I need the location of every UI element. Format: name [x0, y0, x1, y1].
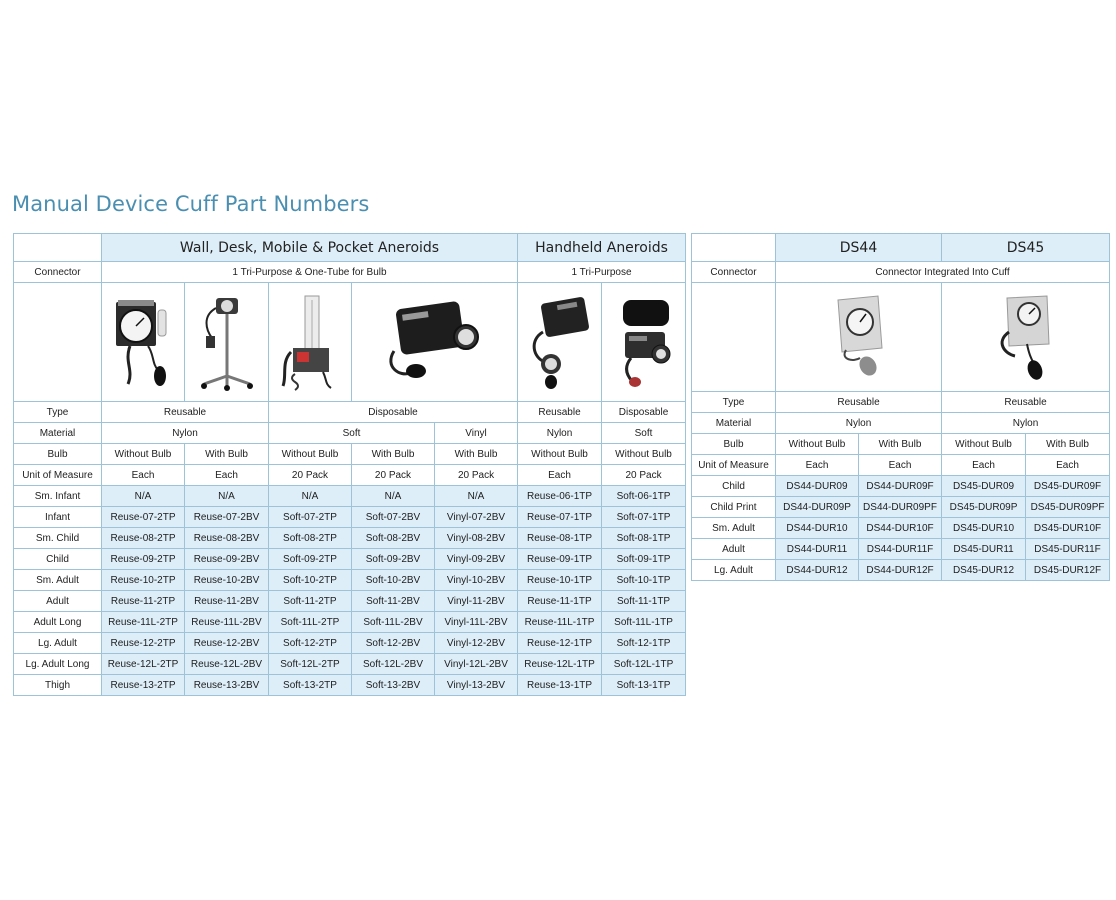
bulb-value: Without Bulb — [776, 434, 859, 455]
part-number-cell: DS45-DUR09P — [942, 497, 1026, 518]
aneroid-cuff-table — [13, 233, 686, 696]
part-number-cell: Reuse-13-1TP — [518, 675, 602, 696]
corner-cell — [14, 234, 102, 262]
handheld-aneroid-icon — [525, 292, 595, 392]
part-number-cell: Soft-12L-2BV — [352, 654, 435, 675]
part-number-cell: Soft-07-2BV — [352, 507, 435, 528]
material-value: Nylon — [776, 413, 942, 434]
part-number-cell: Soft-13-1TP — [602, 675, 686, 696]
size-label: Sm. Adult — [692, 518, 776, 539]
part-number-cell: Reuse-11-1TP — [518, 591, 602, 612]
row-label: Type — [14, 402, 102, 423]
type-value: Disposable — [602, 402, 686, 423]
part-number-cell: Reuse-08-2TP — [102, 528, 185, 549]
part-number-cell: DS44-DUR10F — [859, 518, 942, 539]
part-number-cell: Reuse-13-2BV — [185, 675, 269, 696]
part-number-cell: DS44-DUR09PF — [859, 497, 942, 518]
size-label: Adult — [692, 539, 776, 560]
part-number-cell: DS44-DUR10 — [776, 518, 859, 539]
part-number-cell: Vinyl-13-2BV — [435, 675, 518, 696]
part-number-cell: DS44-DUR09F — [859, 476, 942, 497]
size-label: Child — [692, 476, 776, 497]
part-number-cell: Soft-11L-2TP — [269, 612, 352, 633]
connector-value: Connector Integrated Into Cuff — [776, 262, 1110, 283]
part-number-cell: DS44-DUR09P — [776, 497, 859, 518]
row-label: Unit of Measure — [14, 465, 102, 486]
type-value: Reusable — [518, 402, 602, 423]
part-number-cell: DS45-DUR09 — [942, 476, 1026, 497]
size-label: Infant — [14, 507, 102, 528]
table-row — [692, 497, 1110, 518]
uom-value: Each — [942, 455, 1026, 476]
type-value: Reusable — [942, 392, 1110, 413]
part-number-cell: Reuse-13-2TP — [102, 675, 185, 696]
part-number-cell: Soft-09-2BV — [352, 549, 435, 570]
part-number-cell: Reuse-10-1TP — [518, 570, 602, 591]
part-number-cell: Reuse-10-2TP — [102, 570, 185, 591]
part-number-cell: Soft-06-1TP — [602, 486, 686, 507]
part-number-cell: Vinyl-07-2BV — [435, 507, 518, 528]
connector-value: 1 Tri-Purpose — [518, 262, 686, 283]
handheld-aneroid-case-icon — [609, 292, 679, 392]
bulb-value: With Bulb — [352, 444, 435, 465]
part-number-cell: DS45-DUR12 — [942, 560, 1026, 581]
part-number-cell: Reuse-07-2TP — [102, 507, 185, 528]
part-number-cell: Soft-11-2TP — [269, 591, 352, 612]
bulb-value: Without Bulb — [942, 434, 1026, 455]
part-number-cell: Reuse-12L-1TP — [518, 654, 602, 675]
table-row — [14, 654, 686, 675]
part-number-cell: Reuse-11L-2TP — [102, 612, 185, 633]
part-number-cell: Soft-12-2TP — [269, 633, 352, 654]
part-number-cell: Soft-12L-1TP — [602, 654, 686, 675]
table-row — [14, 528, 686, 549]
table-row — [14, 549, 686, 570]
row-label: Bulb — [692, 434, 776, 455]
size-label: Child Print — [692, 497, 776, 518]
part-number-cell: Reuse-12L-2BV — [185, 654, 269, 675]
part-number-cell: DS45-DUR10 — [942, 518, 1026, 539]
size-label: Sm. Adult — [14, 570, 102, 591]
part-number-cell: DS45-DUR09F — [1026, 476, 1110, 497]
table-row — [692, 476, 1110, 497]
row-label: Material — [14, 423, 102, 444]
uom-value: 20 Pack — [352, 465, 435, 486]
t2-part-rows — [692, 476, 1110, 581]
size-label: Sm. Child — [14, 528, 102, 549]
table-row — [14, 612, 686, 633]
part-number-cell: Reuse-09-2BV — [185, 549, 269, 570]
type-value: Disposable — [269, 402, 518, 423]
bulb-value: Without Bulb — [602, 444, 686, 465]
part-number-cell: Soft-10-2TP — [269, 570, 352, 591]
group-header: DS44 — [776, 234, 942, 262]
part-number-cell: Reuse-12L-2TP — [102, 654, 185, 675]
part-number-cell: DS44-DUR11F — [859, 539, 942, 560]
part-number-cell: Vinyl-10-2BV — [435, 570, 518, 591]
part-number-cell: Vinyl-08-2BV — [435, 528, 518, 549]
uom-value: Each — [776, 455, 859, 476]
part-number-cell: Soft-11-2BV — [352, 591, 435, 612]
image-label-cell — [692, 283, 776, 392]
bulb-value: Without Bulb — [102, 444, 185, 465]
part-number-cell: Soft-13-2TP — [269, 675, 352, 696]
size-label: Lg. Adult Long — [14, 654, 102, 675]
table-row — [14, 507, 686, 528]
ds45-integrated-cuff-icon — [991, 292, 1061, 382]
bulb-value: With Bulb — [859, 434, 942, 455]
t1-part-rows — [14, 486, 686, 696]
material-value: Soft — [602, 423, 686, 444]
part-number-cell: Vinyl-12L-2BV — [435, 654, 518, 675]
part-number-cell: Soft-11L-2BV — [352, 612, 435, 633]
part-number-cell: Reuse-12-2TP — [102, 633, 185, 654]
pocket-aneroid-case-icon — [380, 297, 490, 387]
durable-cuff-table — [691, 233, 1110, 581]
part-number-cell: DS44-DUR11 — [776, 539, 859, 560]
part-number-cell: Soft-08-2BV — [352, 528, 435, 549]
part-number-cell: Reuse-08-2BV — [185, 528, 269, 549]
group-header: Handheld Aneroids — [518, 234, 686, 262]
page-title: Manual Device Cuff Part Numbers — [12, 192, 370, 216]
type-value: Reusable — [102, 402, 269, 423]
table-row — [14, 591, 686, 612]
table-row — [14, 486, 686, 507]
part-number-cell: Reuse-09-2TP — [102, 549, 185, 570]
table-row — [692, 539, 1110, 560]
part-number-cell: Soft-13-2BV — [352, 675, 435, 696]
part-number-cell: Soft-09-2TP — [269, 549, 352, 570]
part-number-cell: Reuse-11-2TP — [102, 591, 185, 612]
row-label: Bulb — [14, 444, 102, 465]
part-number-cell: DS44-DUR09 — [776, 476, 859, 497]
product-image-cell — [102, 283, 185, 402]
part-number-cell: Soft-12-2BV — [352, 633, 435, 654]
part-number-cell: Reuse-12-1TP — [518, 633, 602, 654]
part-number-cell: Reuse-08-1TP — [518, 528, 602, 549]
size-label: Adult — [14, 591, 102, 612]
mercury-wall-unit-icon — [275, 292, 345, 392]
part-number-cell: Reuse-07-1TP — [518, 507, 602, 528]
bulb-value: Without Bulb — [518, 444, 602, 465]
row-label: Material — [692, 413, 776, 434]
product-image-cell — [602, 283, 686, 402]
part-number-cell: Soft-11L-1TP — [602, 612, 686, 633]
table-row — [14, 633, 686, 654]
part-number-cell: Reuse-06-1TP — [518, 486, 602, 507]
uom-value: 20 Pack — [269, 465, 352, 486]
product-image-cell — [269, 283, 352, 402]
size-label: Child — [14, 549, 102, 570]
part-number-cell: Vinyl-09-2BV — [435, 549, 518, 570]
material-value: Nylon — [518, 423, 602, 444]
product-image-cell — [185, 283, 269, 402]
size-label: Lg. Adult — [692, 560, 776, 581]
part-number-cell: Soft-07-2TP — [269, 507, 352, 528]
part-number-cell: DS45-DUR09PF — [1026, 497, 1110, 518]
mobile-stand-aneroid-icon — [192, 292, 262, 392]
material-value: Nylon — [102, 423, 269, 444]
part-number-cell: Reuse-11-2BV — [185, 591, 269, 612]
part-number-cell: Reuse-09-1TP — [518, 549, 602, 570]
part-number-cell: N/A — [185, 486, 269, 507]
part-number-cell: N/A — [352, 486, 435, 507]
uom-value: Each — [859, 455, 942, 476]
row-label: Connector — [14, 262, 102, 283]
part-number-cell: N/A — [269, 486, 352, 507]
part-number-cell: Reuse-07-2BV — [185, 507, 269, 528]
size-label: Thigh — [14, 675, 102, 696]
part-number-cell: Soft-08-1TP — [602, 528, 686, 549]
uom-value: Each — [518, 465, 602, 486]
part-number-cell: Vinyl-11-2BV — [435, 591, 518, 612]
type-value: Reusable — [776, 392, 942, 413]
part-number-cell: Soft-10-1TP — [602, 570, 686, 591]
uom-value: Each — [185, 465, 269, 486]
corner-cell — [692, 234, 776, 262]
part-number-cell: DS44-DUR12 — [776, 560, 859, 581]
part-number-cell: Soft-10-2BV — [352, 570, 435, 591]
part-number-cell: Reuse-11L-2BV — [185, 612, 269, 633]
product-image-cell — [518, 283, 602, 402]
part-number-cell: Vinyl-11L-2BV — [435, 612, 518, 633]
table-row — [14, 570, 686, 591]
size-label: Adult Long — [14, 612, 102, 633]
part-number-cell: Reuse-10-2BV — [185, 570, 269, 591]
part-number-cell: Soft-07-1TP — [602, 507, 686, 528]
row-label: Connector — [692, 262, 776, 283]
wall-aneroid-icon — [108, 292, 178, 392]
part-number-cell: Soft-12-1TP — [602, 633, 686, 654]
material-value: Nylon — [942, 413, 1110, 434]
part-number-cell: DS45-DUR12F — [1026, 560, 1110, 581]
connector-value: 1 Tri-Purpose & One-Tube for Bulb — [102, 262, 518, 283]
part-number-cell: Soft-08-2TP — [269, 528, 352, 549]
row-label: Type — [692, 392, 776, 413]
bulb-value: With Bulb — [185, 444, 269, 465]
table-row — [14, 675, 686, 696]
uom-value: Each — [1026, 455, 1110, 476]
part-number-cell: DS44-DUR12F — [859, 560, 942, 581]
bulb-value: With Bulb — [435, 444, 518, 465]
product-image-cell — [942, 283, 1110, 392]
size-label: Lg. Adult — [14, 633, 102, 654]
uom-value: 20 Pack — [435, 465, 518, 486]
part-number-cell: Reuse-12-2BV — [185, 633, 269, 654]
bulb-value: With Bulb — [1026, 434, 1110, 455]
part-number-cell: DS45-DUR10F — [1026, 518, 1110, 539]
product-image-cell — [352, 283, 518, 402]
part-number-cell: Reuse-11L-1TP — [518, 612, 602, 633]
uom-value: Each — [102, 465, 185, 486]
part-number-cell: Soft-12L-2TP — [269, 654, 352, 675]
size-label: Sm. Infant — [14, 486, 102, 507]
group-header: Wall, Desk, Mobile & Pocket Aneroids — [102, 234, 518, 262]
part-number-cell: N/A — [102, 486, 185, 507]
product-image-cell — [776, 283, 942, 392]
image-label-cell — [14, 283, 102, 402]
bulb-value: Without Bulb — [269, 444, 352, 465]
row-label: Unit of Measure — [692, 455, 776, 476]
part-number-cell: Vinyl-12-2BV — [435, 633, 518, 654]
material-value: Soft — [269, 423, 435, 444]
part-number-cell: Soft-09-1TP — [602, 549, 686, 570]
uom-value: 20 Pack — [602, 465, 686, 486]
ds44-integrated-cuff-icon — [824, 292, 894, 382]
part-number-cell: Soft-11-1TP — [602, 591, 686, 612]
part-number-cell: N/A — [435, 486, 518, 507]
table-row — [692, 518, 1110, 539]
part-number-cell: DS45-DUR11F — [1026, 539, 1110, 560]
part-number-cell: DS45-DUR11 — [942, 539, 1026, 560]
material-value: Vinyl — [435, 423, 518, 444]
group-header: DS45 — [942, 234, 1110, 262]
table-row — [692, 560, 1110, 581]
